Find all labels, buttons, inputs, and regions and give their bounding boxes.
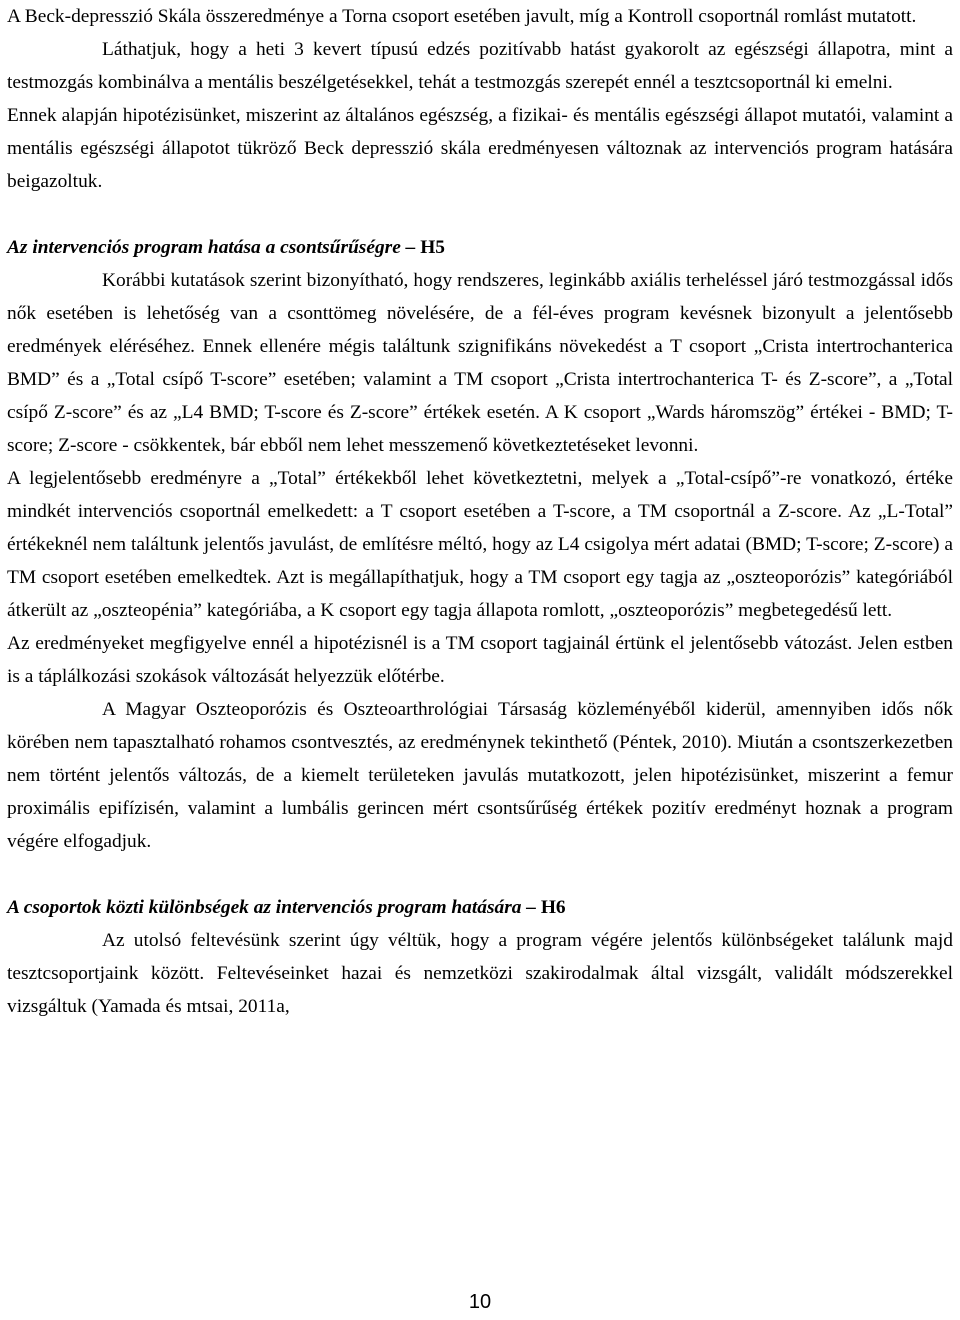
- section-heading-h6-tag: H6: [540, 897, 566, 918]
- section-heading-h6-dash: –: [521, 897, 541, 918]
- section-heading-h5: [7, 231, 953, 264]
- section-spacer: [7, 198, 953, 231]
- section-heading-h5-tag: H5: [420, 237, 445, 258]
- section-heading-h5-dash: –: [400, 237, 421, 258]
- paragraph-tm-group-change: Az eredményeket megfigyelve ennél a hipotézisnél is a TM csoport tagjainál értünk el jelentősebb vátozást. Jelen estben is a táplálkozási szokások változását helyezzük előtérbe.: [7, 633, 953, 687]
- paragraph-group-differences: Az utolsó feltevésünk szerint úgy véltük, hogy a program végére jelentős különbségeket találunk majd tesztcsoportjaink között. Feltevéseinket hazai és nemzetközi szakirodalmak által vizsgált, validált módszerekkel vizsgáltuk (Yamada és mtsai, 2011a,: [7, 930, 953, 1017]
- document-page: [7, 0, 953, 1023]
- paragraph-society-statement: A Magyar Oszteoporózis és Oszteoarthrológiai Társaság közleményéből kiderül, amennyiben idős nők körében nem tapasztalható rohamos csontvesztés, az eredménynek tekinthető (Péntek, 2010). Miután a csontszerkezetben nem történt jelentős változás, de a kiemelt területeken javulás mutatkozott, jelen hipotézisünket, miszerint a femur proximális epifízisén, valamint a lumbális gerincen mért csontsűrűség értékek pozitív eredményt hoznak a program végére elfogadjuk.: [7, 699, 953, 852]
- section-heading-h5-title: Az intervenciós program hatása a csontsűrűségre: [7, 237, 401, 258]
- paragraph-bone-density-research: Korábbi kutatások szerint bizonyítható, hogy rendszeres, leginkább axiális terheléssel járó testmozgással idős nők esetében is lehetőség van a csonttömeg növelésére, de a fél-éves program kevésnek bizonyult a jelentősebb eredmények eléréséhez. Ennek ellenére mégis találtunk szignifikáns növekedést a T csoport „Crista intertrochanterica BMD” és a „Total csípő T-score” esetében; valamint a TM csoport „Crista intertrochanterica T- és Z-score”, a „Total csípő Z-score” és az „L4 BMD; T-score és Z-score” értékek esetén. A K csoport „Wards háromszög” értékei - BMD; T-score; Z-score - csökkentek, bár ebből nem lehet messzemenő következtetéseket levonni.: [7, 270, 953, 456]
- section-spacer: [7, 858, 953, 891]
- page-number: 10: [468, 1291, 492, 1313]
- section-heading-h6-title: A csoportok közti különbségek az intervenciós program hatására: [7, 897, 522, 918]
- paragraph-total-values: A legjelentősebb eredményre a „Total” értékekből lehet következtetni, melyek a „Total-csípő”-re vonatkozó, értéke mindkét intervenciós csoportnál emelkedett: a T csoport esetében a T-score, a TM csoportnál a Z-score. Az „L-Total” értékeknél nem találtunk jelentős javulást, de említésre méltó, hogy az L4 csigolya mért adatai (BMD; T-score; Z-score) a TM csoport esetében emelkedtek. Azt is megállapíthatjuk, hogy a TM csoport egy tagja az „oszteoporózis” kategóriából átkerült az „oszteopénia” kategóriába, a K csoport egy tagja állapota romlott, „oszteoporózis” megbetegedésű lett.: [7, 468, 953, 621]
- paragraph-hypothesis-confirmed: Ennek alapján hipotézisünket, miszerint az általános egészség, a fizikai- és mentális egészségi állapot mutatói, valamint a mentális egészségi állapotot tükröző Beck depresszió skála eredményesen változnak az intervenciós program hatására beigazoltuk.: [7, 105, 953, 192]
- section-heading-h6: [7, 891, 953, 924]
- paragraph-beck-result: A Beck-depresszió Skála összeredménye a Torna csoport esetében javult, míg a Kontroll csoportnál romlást mutatott.: [7, 6, 917, 27]
- paragraph-exercise-effect: Láthatjuk, hogy a heti 3 kevert típusú edzés pozitívabb hatást gyakorolt az egészségi állapotra, mint a testmozgás kombinálva a mentális beszélgetésekkel, tehát a testmozgás szerepét ennél a tesztcsoportnál ki emelni.: [7, 39, 953, 93]
